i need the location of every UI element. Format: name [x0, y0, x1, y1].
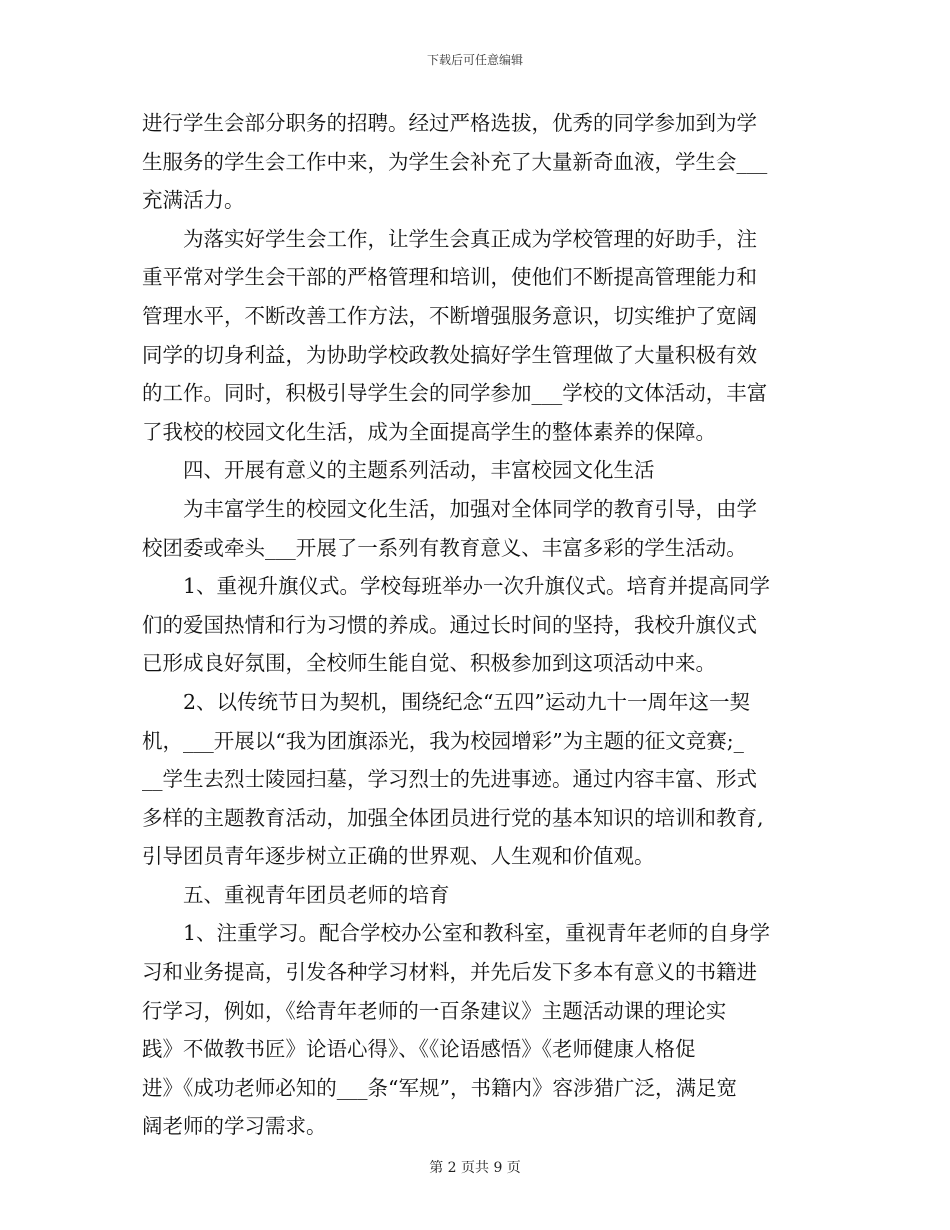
text-line-1: 进行学生会部分职务的招聘。经过严格选拔，优秀的同学参加到为学	[142, 111, 757, 135]
text-line-11: 为丰富学生的校园文化生活，加强对全体同学的教育引导，由学	[183, 496, 757, 521]
text-line-22: 1、注重学习。配合学校办公室和教科室，重视青年老师的自身学	[183, 921, 771, 946]
text-line-3: 充满活力。	[142, 188, 245, 213]
text-line-17: 机，___开展以“我为团旗添光，我为校园增彩”为主题的征文竞赛;_	[142, 728, 744, 753]
text-line-14: 们的爱国热情和行为习惯的养成。通过长时间的坚持，我校升旗仪式	[142, 612, 757, 637]
text-line-19: 多样的主题教育活动，加强全体团员进行党的基本知识的培训和教育,	[142, 805, 764, 830]
text-line-7: 同学的切身利益，为协助学校政教处搞好学生管理做了大量积极有效	[142, 342, 757, 367]
text-line-18: __学生去烈士陵园扫墓，学习烈士的先进事迹。通过内容丰富、形式	[142, 767, 757, 792]
text-line-26: 进》《成功老师必知的___条“军规”，书籍内》容涉猎广泛，满足宽	[142, 1075, 737, 1100]
text-line-13: 1、重视升旗仪式。学校每班举办一次升旗仪式。培育并提高同学	[183, 574, 771, 599]
text-line-12: 校团委或牵头___开展了一系列有教育意义、丰富多彩的学生活动。	[142, 535, 747, 560]
section-heading-4: 四、开展有意义的主题系列活动，丰富校园文化生活	[183, 458, 655, 483]
section-heading-5: 五、重视青年团员老师的培育	[183, 882, 450, 907]
text-line-9: 了我校的校园文化生活，成为全面提高学生的整体素养的保障。	[142, 419, 716, 444]
text-line-4: 为落实好学生会工作，让学生会真正成为学校管理的好助手，注	[183, 226, 757, 251]
text-line-2: 生服务的学生会工作中来，为学生会补充了大量新奇血液，学生会___	[142, 149, 768, 174]
text-line-25: 践》不做教书匠》论语心得》、《《论语感悟》《老师健康人格促	[142, 1037, 696, 1062]
page-footer: 第 2 页共 9 页	[429, 1160, 521, 1176]
text-line-23: 习和业务提高，引发各种学习材料，并先后发下多本有意义的书籍进	[142, 960, 757, 985]
text-line-8: 的工作。同时，积极引导学生会的同学参加___学校的文体活动，丰富	[142, 381, 768, 406]
text-line-24: 行学习，例如，《给青年老师的一百条建议》主题活动课的理论实	[142, 998, 727, 1023]
text-line-20: 引导团员青年逐步树立正确的世界观、人生观和价值观。	[142, 844, 655, 869]
page-header: 下载后可任意编辑	[426, 53, 523, 67]
text-line-6: 管理水平，不断改善工作方法，不断增强服务意识，切实维护了宽阔	[142, 303, 757, 328]
text-line-5: 重平常对学生会干部的严格管理和培训，使他们不断提高管理能力和	[142, 265, 757, 290]
document-body	[142, 104, 807, 1146]
text-line-27: 阔老师的学习需求。	[142, 1114, 327, 1139]
text-line-16: 2、以传统节日为契机，围绕纪念“五四”运动九十一周年这一契	[183, 689, 751, 714]
text-line-15: 已形成良好氛围，全校师生能自觉、积极参加到这项活动中来。	[142, 651, 716, 676]
